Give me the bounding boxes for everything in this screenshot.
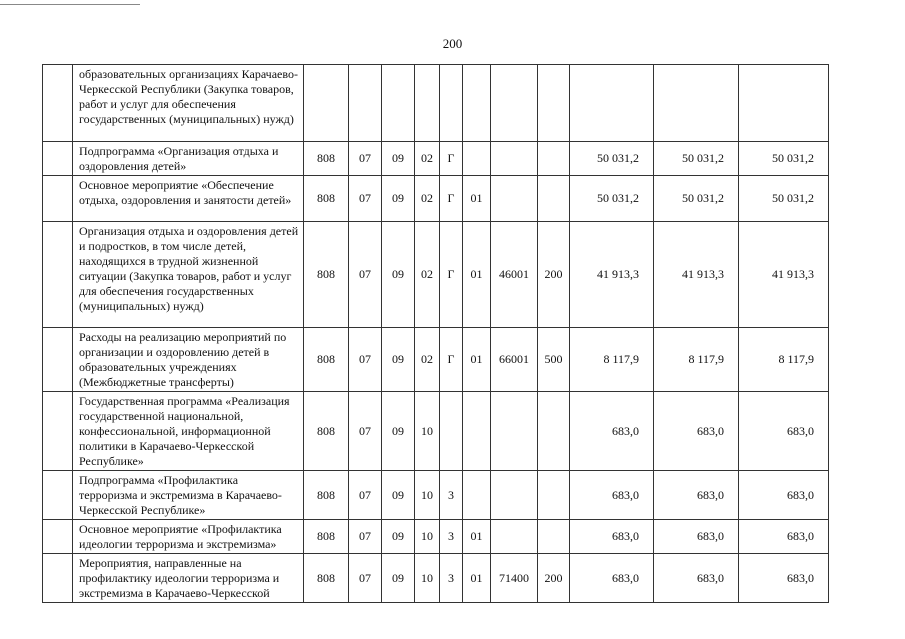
- amount-2-cell: 683,0: [654, 554, 739, 603]
- program-cell: 02: [415, 176, 440, 222]
- admin-code-cell: 808: [304, 554, 349, 603]
- activity-cell: 01: [463, 222, 491, 328]
- subsection-cell: [382, 65, 415, 142]
- amount-1-cell: 8 117,9: [570, 328, 654, 392]
- expense-type-cell: [538, 392, 570, 471]
- subprogram-cell: Г: [440, 142, 463, 176]
- table-row: [43, 176, 829, 222]
- page-number: 200: [442, 36, 463, 51]
- table-row: [43, 520, 829, 554]
- amount-3-cell: 683,0: [739, 520, 829, 554]
- row-margin-cell: [43, 554, 73, 603]
- subsection-cell: 09: [382, 328, 415, 392]
- subsection-cell: 09: [382, 520, 415, 554]
- amount-1-cell: 683,0: [570, 392, 654, 471]
- item-name: Основное мероприятие «Профилактика идеологии терроризма и экстремизма»: [73, 520, 304, 554]
- table-row: [43, 142, 829, 176]
- budget-table: [42, 64, 829, 603]
- item-name: Организация отдыха и оздоровления детей и подростков, в том числе детей, находящихся в трудной жизненной ситуации (Закупка товаров, работ и услуг для обеспечения государственных (муниципальных) нужд): [73, 222, 304, 328]
- expense-type-cell: 500: [538, 328, 570, 392]
- amount-3-cell: 683,0: [739, 554, 829, 603]
- section-cell: 07: [349, 471, 382, 520]
- amount-3-cell: 683,0: [739, 392, 829, 471]
- section-cell: 07: [349, 176, 382, 222]
- section-cell: 07: [349, 554, 382, 603]
- amount-3-cell: [739, 65, 829, 142]
- program-cell: 02: [415, 142, 440, 176]
- expense-type-cell: [538, 176, 570, 222]
- row-margin-cell: [43, 328, 73, 392]
- subprogram-cell: 3: [440, 554, 463, 603]
- program-cell: 10: [415, 554, 440, 603]
- section-cell: 07: [349, 142, 382, 176]
- section-cell: 07: [349, 328, 382, 392]
- program-cell: 10: [415, 392, 440, 471]
- amount-3-cell: 50 031,2: [739, 176, 829, 222]
- admin-code-cell: [304, 65, 349, 142]
- program-cell: 02: [415, 328, 440, 392]
- amount-3-cell: 50 031,2: [739, 142, 829, 176]
- direction-cell: 66001: [491, 328, 538, 392]
- amount-1-cell: 41 913,3: [570, 222, 654, 328]
- expense-type-cell: 200: [538, 222, 570, 328]
- row-margin-cell: [43, 520, 73, 554]
- program-cell: 10: [415, 520, 440, 554]
- direction-cell: 46001: [491, 222, 538, 328]
- admin-code-cell: 808: [304, 222, 349, 328]
- subsection-cell: 09: [382, 392, 415, 471]
- subsection-cell: 09: [382, 176, 415, 222]
- amount-2-cell: 8 117,9: [654, 328, 739, 392]
- budget-table-body: [43, 65, 829, 603]
- table-row: [43, 328, 829, 392]
- direction-cell: [491, 520, 538, 554]
- program-cell: 10: [415, 471, 440, 520]
- item-name: Расходы на реализацию мероприятий по организации и оздоровлению детей в образовательных учреждениях (Межбюджетные трансферты): [73, 328, 304, 392]
- section-cell: 07: [349, 222, 382, 328]
- subsection-cell: 09: [382, 554, 415, 603]
- amount-3-cell: 683,0: [739, 471, 829, 520]
- expense-type-cell: [538, 520, 570, 554]
- row-margin-cell: [43, 222, 73, 328]
- row-margin-cell: [43, 392, 73, 471]
- admin-code-cell: 808: [304, 392, 349, 471]
- subprogram-cell: Г: [440, 222, 463, 328]
- expense-type-cell: [538, 471, 570, 520]
- direction-cell: [491, 142, 538, 176]
- admin-code-cell: 808: [304, 520, 349, 554]
- subsection-cell: 09: [382, 222, 415, 328]
- expense-type-cell: [538, 142, 570, 176]
- item-name: Подпрограмма «Профилактика терроризма и экстремизма в Карачаево-Черкесской Республике»: [73, 471, 304, 520]
- amount-2-cell: 41 913,3: [654, 222, 739, 328]
- program-cell: 02: [415, 222, 440, 328]
- subsection-cell: 09: [382, 142, 415, 176]
- amount-1-cell: 683,0: [570, 520, 654, 554]
- section-cell: 07: [349, 520, 382, 554]
- direction-cell: [491, 176, 538, 222]
- subprogram-cell: Г: [440, 176, 463, 222]
- amount-3-cell: 8 117,9: [739, 328, 829, 392]
- item-name: Подпрограмма «Организация отдыха и оздоровления детей»: [73, 142, 304, 176]
- subprogram-cell: [440, 65, 463, 142]
- amount-1-cell: 683,0: [570, 554, 654, 603]
- amount-1-cell: [570, 65, 654, 142]
- program-cell: [415, 65, 440, 142]
- admin-code-cell: 808: [304, 142, 349, 176]
- section-cell: 07: [349, 392, 382, 471]
- amount-2-cell: 50 031,2: [654, 142, 739, 176]
- table-row: [43, 554, 829, 603]
- table-row: [43, 222, 829, 328]
- row-margin-cell: [43, 176, 73, 222]
- activity-cell: 01: [463, 520, 491, 554]
- amount-2-cell: [654, 65, 739, 142]
- row-margin-cell: [43, 142, 73, 176]
- activity-cell: 01: [463, 554, 491, 603]
- subprogram-cell: Г: [440, 328, 463, 392]
- amount-3-cell: 41 913,3: [739, 222, 829, 328]
- table-row: [43, 392, 829, 471]
- direction-cell: [491, 392, 538, 471]
- subsection-cell: 09: [382, 471, 415, 520]
- direction-cell: 71400: [491, 554, 538, 603]
- activity-cell: [463, 471, 491, 520]
- item-name: Мероприятия, направленные на профилактику идеологии терроризма и экстремизма в Карачаево-Черкесской: [73, 554, 304, 603]
- admin-code-cell: 808: [304, 471, 349, 520]
- subprogram-cell: 3: [440, 520, 463, 554]
- item-name: Основное мероприятие «Обеспечение отдыха, оздоровления и занятости детей»: [73, 176, 304, 222]
- direction-cell: [491, 65, 538, 142]
- item-name: Государственная программа «Реализация государственной национальной, конфессиональной, информационной политики в Карачаево-Черкесской Республике»: [73, 392, 304, 471]
- activity-cell: [463, 65, 491, 142]
- section-cell: [349, 65, 382, 142]
- top-rule: [0, 4, 140, 5]
- table-row: [43, 471, 829, 520]
- amount-1-cell: 50 031,2: [570, 142, 654, 176]
- activity-cell: [463, 142, 491, 176]
- row-margin-cell: [43, 471, 73, 520]
- subprogram-cell: 3: [440, 471, 463, 520]
- direction-cell: [491, 471, 538, 520]
- amount-1-cell: 50 031,2: [570, 176, 654, 222]
- expense-type-cell: [538, 65, 570, 142]
- activity-cell: 01: [463, 176, 491, 222]
- amount-2-cell: 50 031,2: [654, 176, 739, 222]
- amount-2-cell: 683,0: [654, 520, 739, 554]
- amount-1-cell: 683,0: [570, 471, 654, 520]
- activity-cell: 01: [463, 328, 491, 392]
- row-margin-cell: [43, 65, 73, 142]
- admin-code-cell: 808: [304, 176, 349, 222]
- activity-cell: [463, 392, 491, 471]
- amount-2-cell: 683,0: [654, 471, 739, 520]
- item-name: образовательных организациях Карачаево-Черкесской Республики (Закупка товаров, работ и услуг для обеспечения государственных (муниципальных) нужд): [73, 65, 304, 142]
- expense-type-cell: 200: [538, 554, 570, 603]
- table-row: [43, 65, 829, 142]
- admin-code-cell: 808: [304, 328, 349, 392]
- amount-2-cell: 683,0: [654, 392, 739, 471]
- subprogram-cell: [440, 392, 463, 471]
